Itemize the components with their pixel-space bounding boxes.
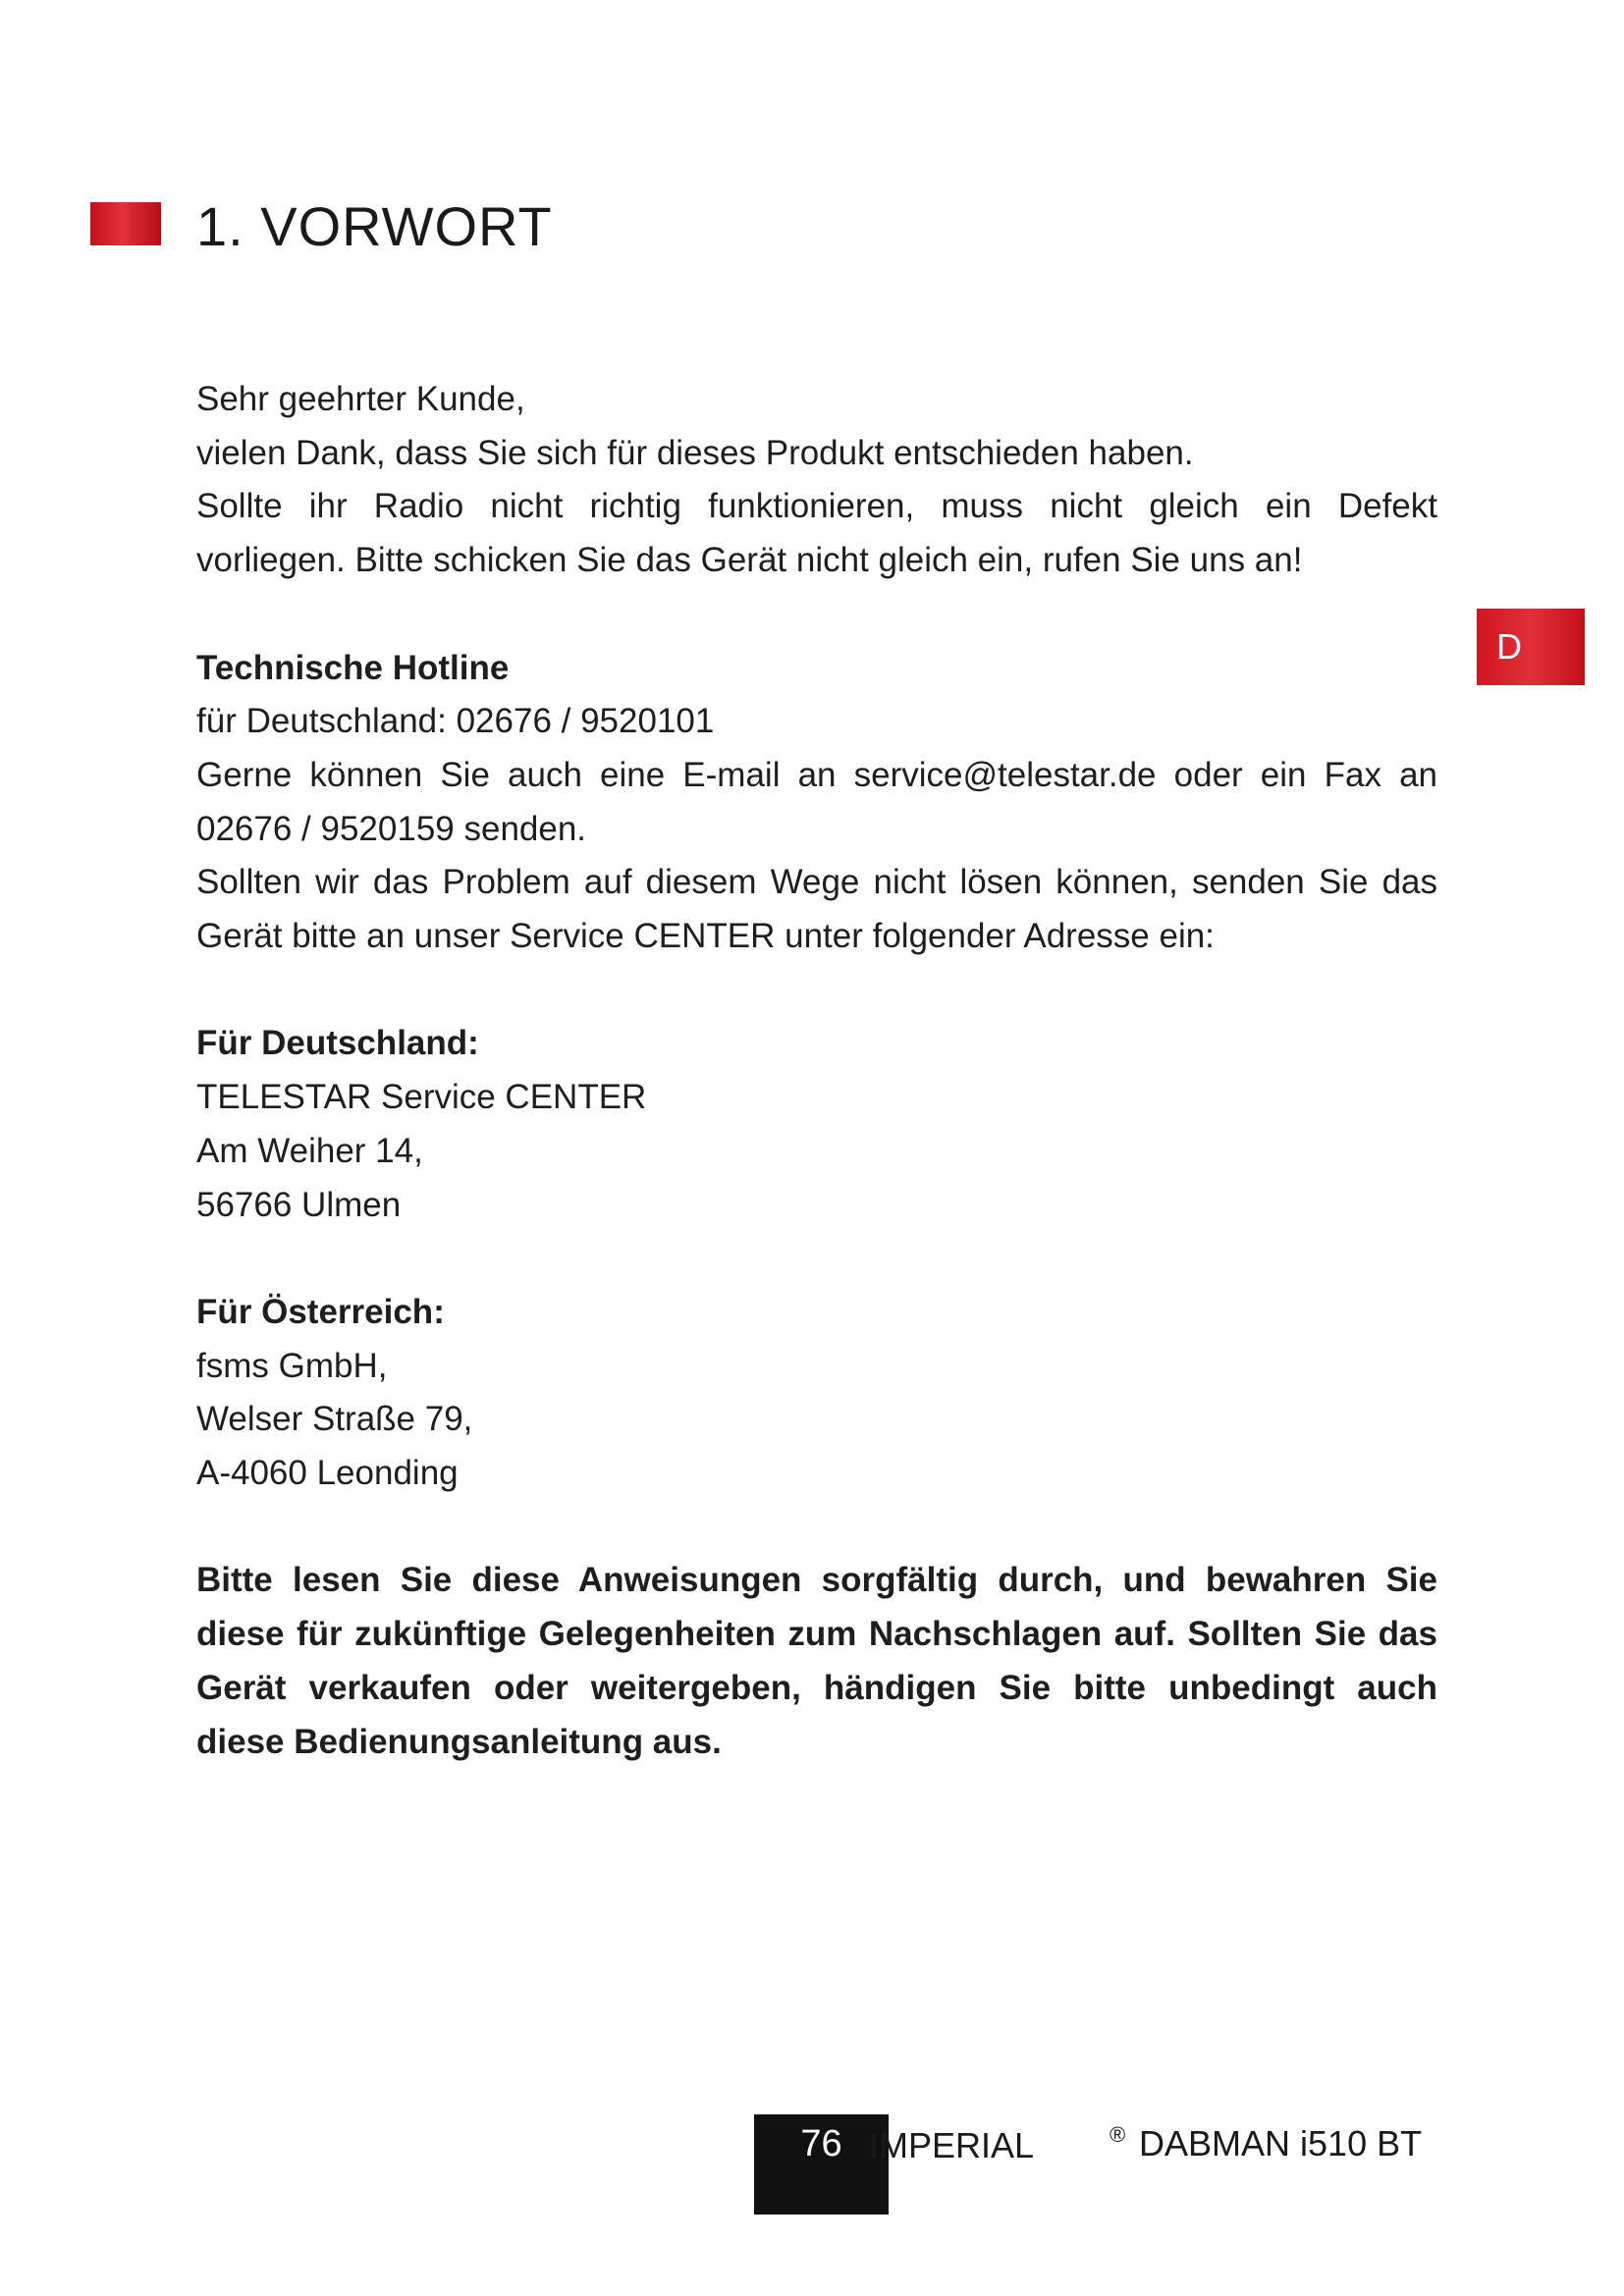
address-line: TELESTAR Service CENTER [196, 1078, 647, 1117]
page-title: 1. VORWORT [196, 195, 553, 257]
model-name: DABMAN i510 BT [1139, 2123, 1423, 2163]
austria-address [196, 1286, 1437, 1501]
hotline-title: Technische Hotline [196, 648, 510, 687]
hotline-section [196, 642, 1437, 964]
language-tab [1477, 609, 1585, 685]
brand-name: IMPERIAL [869, 2125, 1035, 2165]
hotline-contact-line: Gerne können Sie auch eine E-mail an service@telestar.de oder ein Fax an [196, 755, 1437, 794]
intro-paragraph [196, 373, 1437, 588]
address-line: fsms GmbH, [196, 1346, 388, 1385]
address-line: 56766 Ulmen [196, 1185, 402, 1224]
hotline-contact-line: 02676 / 9520159 senden. [196, 809, 587, 848]
hotline-service-line: Sollten wir das Problem auf diesem Wege nicht lösen können, senden Sie das [196, 863, 1437, 902]
notice-line: diese für zukünftige Gelegenheiten zum Nachschlagen auf. Sollten Sie das [196, 1615, 1437, 1654]
heading-accent-bar [90, 202, 161, 245]
hotline-phone: für Deutschland: 02676 / 9520101 [196, 702, 715, 741]
intro-line: vielen Dank, dass Sie sich für dieses Produkt entschieden haben. [196, 433, 1194, 472]
hotline-service-line: Gerät bitte an unser Service CENTER unter folgender Adresse ein: [196, 917, 1215, 956]
address-line: A-4060 Leonding [196, 1454, 459, 1493]
notice-line: diese Bedienungsanleitung aus. [196, 1722, 722, 1761]
address-line: Am Weiher 14, [196, 1131, 423, 1170]
registered-mark: ® [1110, 2122, 1126, 2147]
safety-notice [196, 1554, 1437, 1769]
intro-line: Sollte ihr Radio nicht richtig funktionieren, muss nicht gleich ein Defekt [196, 487, 1437, 526]
page-number: 76 [800, 2123, 842, 2164]
notice-line: Gerät verkaufen oder weitergeben, händigen Sie bitte unbedingt auch [196, 1668, 1437, 1707]
language-tab-label: D [1496, 626, 1522, 667]
address-line: Welser Straße 79, [196, 1400, 473, 1439]
austria-title: Für Österreich: [196, 1292, 445, 1331]
intro-line: vorliegen. Bitte schicken Sie das Gerät nicht gleich ein, rufen Sie uns an! [196, 541, 1303, 580]
germany-title: Für Deutschland: [196, 1024, 479, 1063]
germany-address [196, 1017, 1437, 1232]
main-content [196, 373, 1437, 1769]
greeting: Sehr geehrter Kunde, [196, 380, 525, 418]
notice-line: Bitte lesen Sie diese Anweisungen sorgfältig durch, und bewahren Sie [196, 1561, 1437, 1600]
